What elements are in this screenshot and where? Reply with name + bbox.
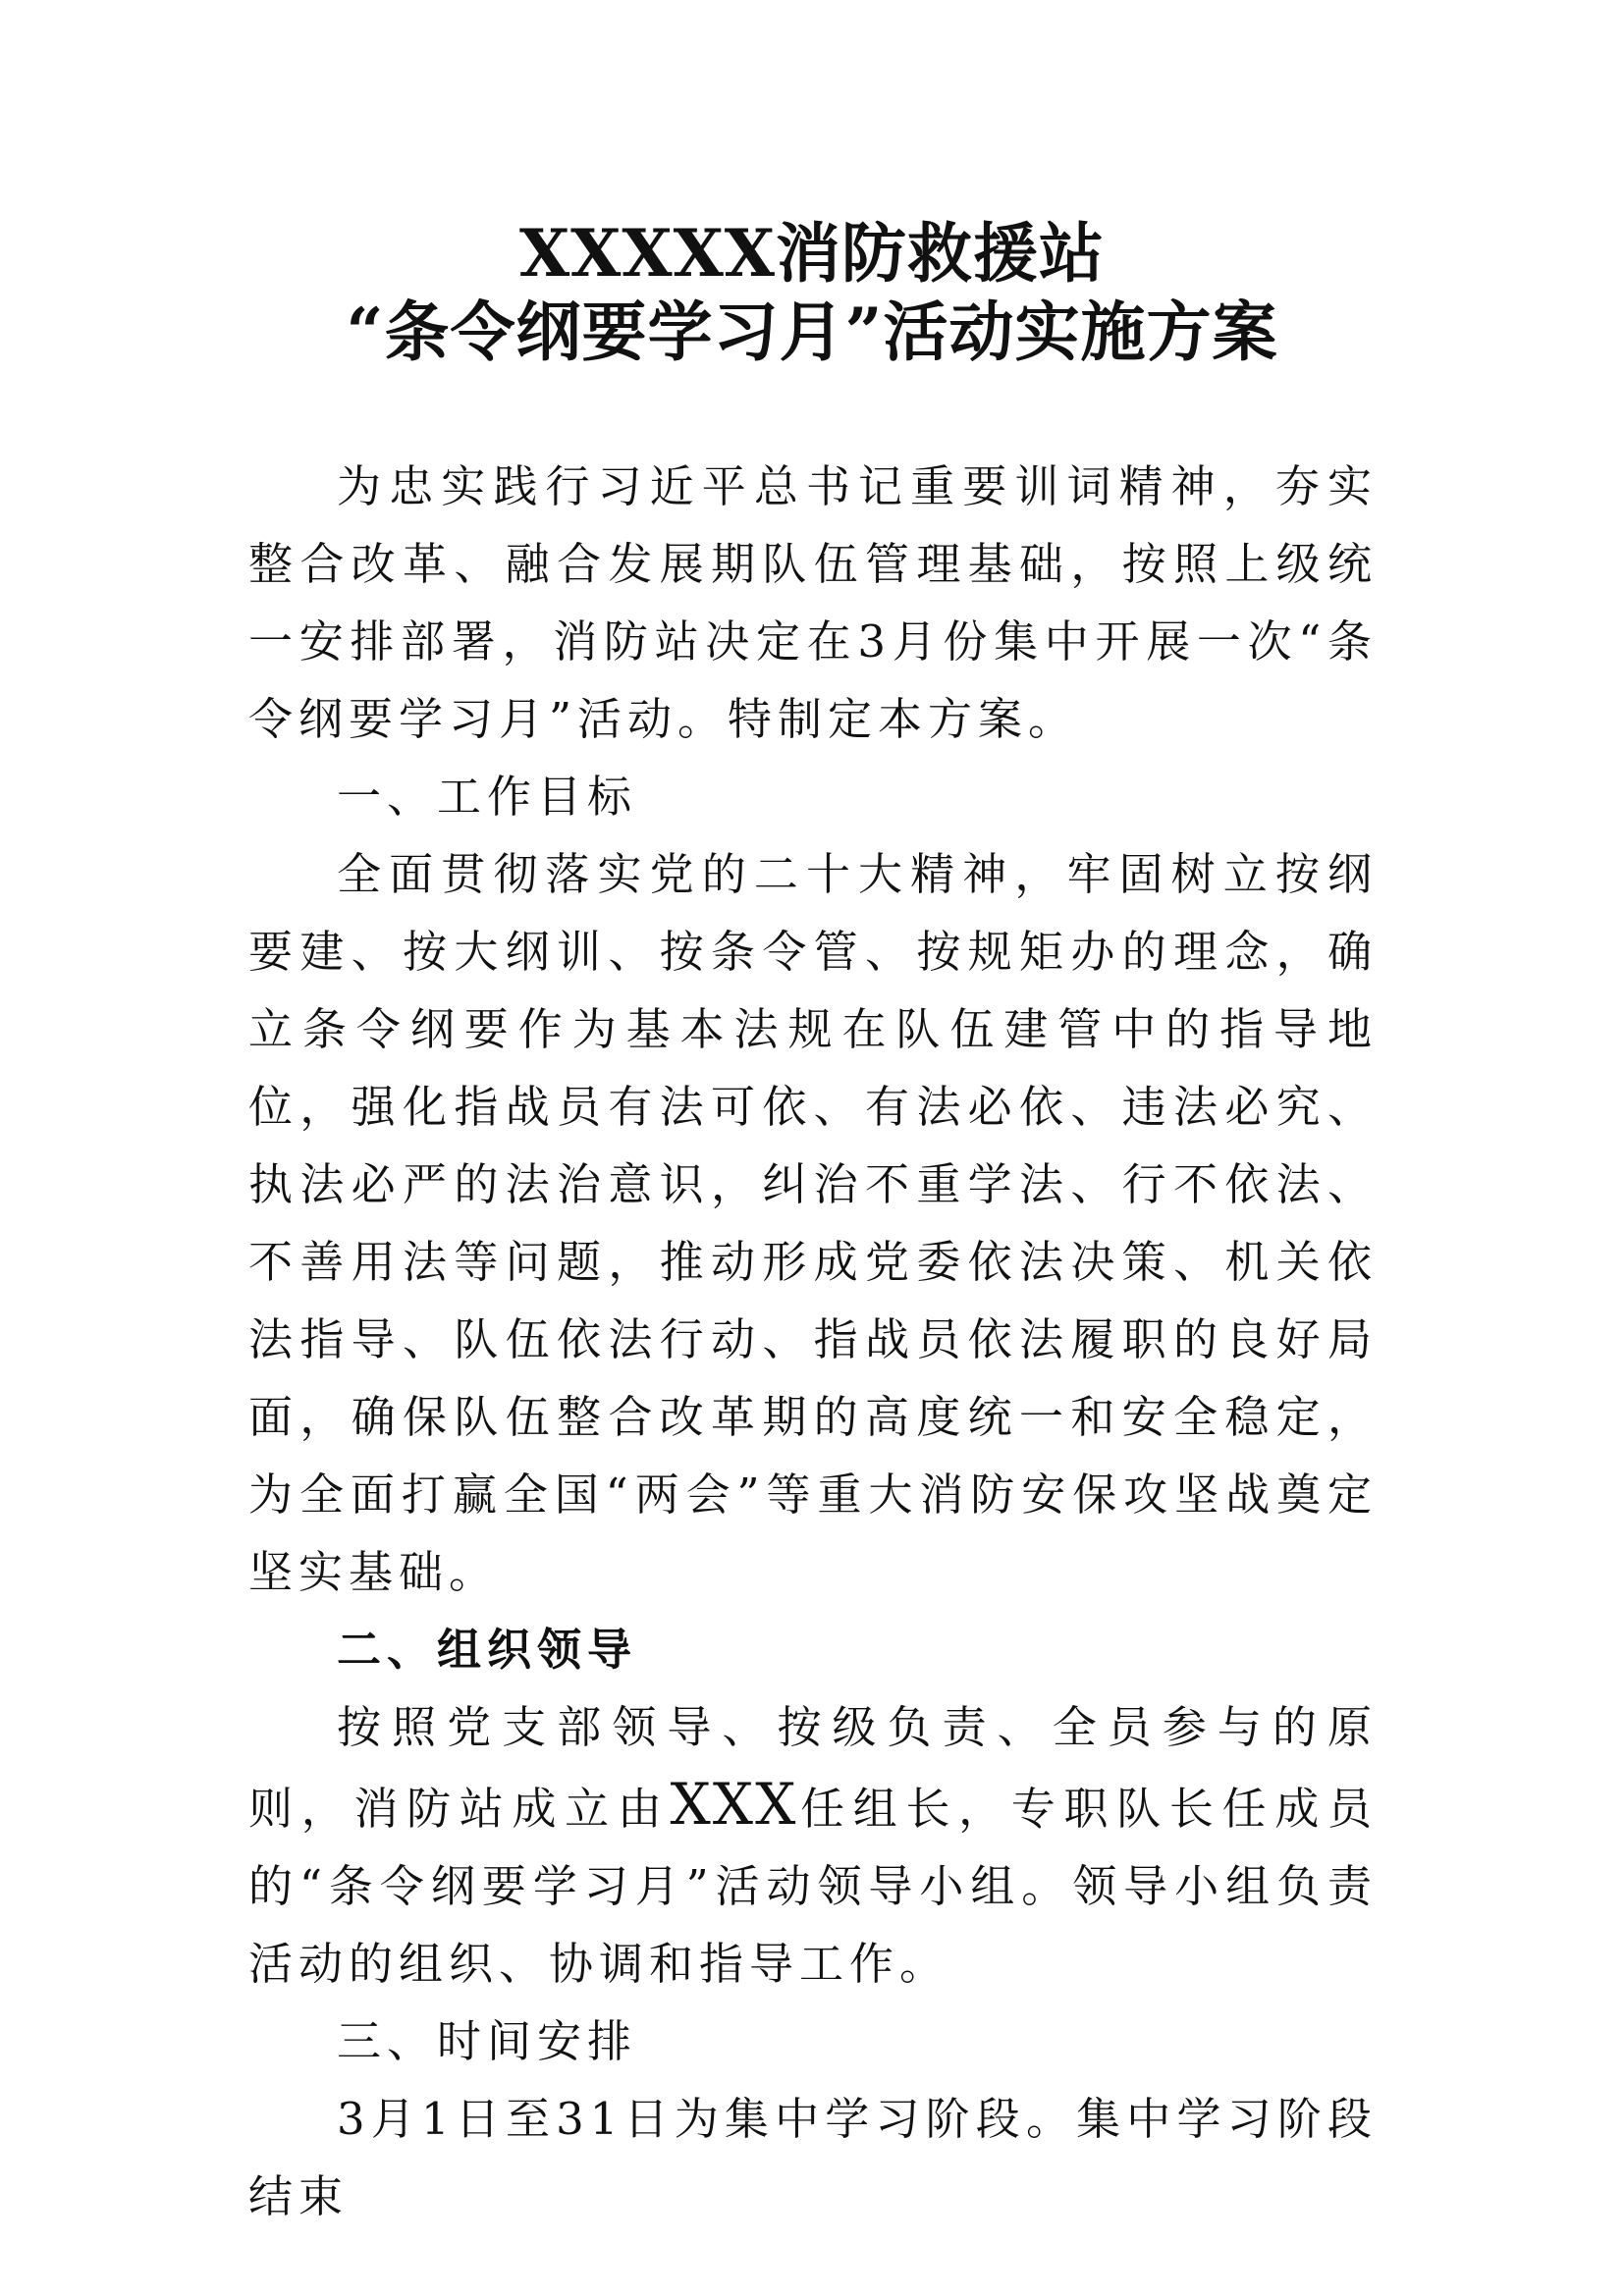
section1-heading: 一、工作目标 (337, 771, 638, 823)
section2-text-after: 任组长，专职队长任成员的“条令纲要学习月”活动领导小组。领导小组负责活动的组织、协调和指导工作。 (248, 1783, 1378, 1990)
leader-name-placeholder: XXX (670, 1771, 798, 1838)
document-body (248, 448, 1378, 2235)
section2-paragraph (248, 1688, 1378, 2002)
section3-paragraph: 3月1日至31日为集中学习阶段。集中学习阶段结束 (248, 2093, 1378, 2222)
document-title-line1: XXXXX消防救援站 (518, 215, 1106, 292)
section1-paragraph: 全面贯彻落实党的二十大精神，牢固树立按纲要建、按大纲训、按条令管、按规矩办的理念，确立条令纲要作为基本法规在队伍建管中的指导地位，强化指战员有法可依、有法必依、违法必究、执法必严的法治意识，纠治不重学法、行不依法、不善用法等问题，推动形成党委依法决策、机关依法指导、队伍依法行动、指战员依法履职的良好局面，确保队伍整合改革期的高度统一和安全稳定，为全面打赢全国“两会”等重大消防安保攻坚战奠定坚实基础。 (248, 848, 1378, 1598)
document-title-line2: “条令纲要学习月”活动实施方案 (346, 294, 1278, 370)
section2-text-before: 按照党支部领导、按级负责、全员参与的原则，消防站成立由 (248, 1701, 1378, 1835)
section3-heading: 三、时间安排 (337, 2015, 638, 2067)
intro-paragraph: 为忠实践行习近平总书记重要训词精神，夯实整合改革、融合发展期队伍管理基础，按照上级统一安排部署，消防站决定在3月份集中开展一次“条令纲要学习月”活动。特制定本方案。 (248, 460, 1378, 745)
section2-heading: 二、组织领导 (337, 1624, 638, 1676)
